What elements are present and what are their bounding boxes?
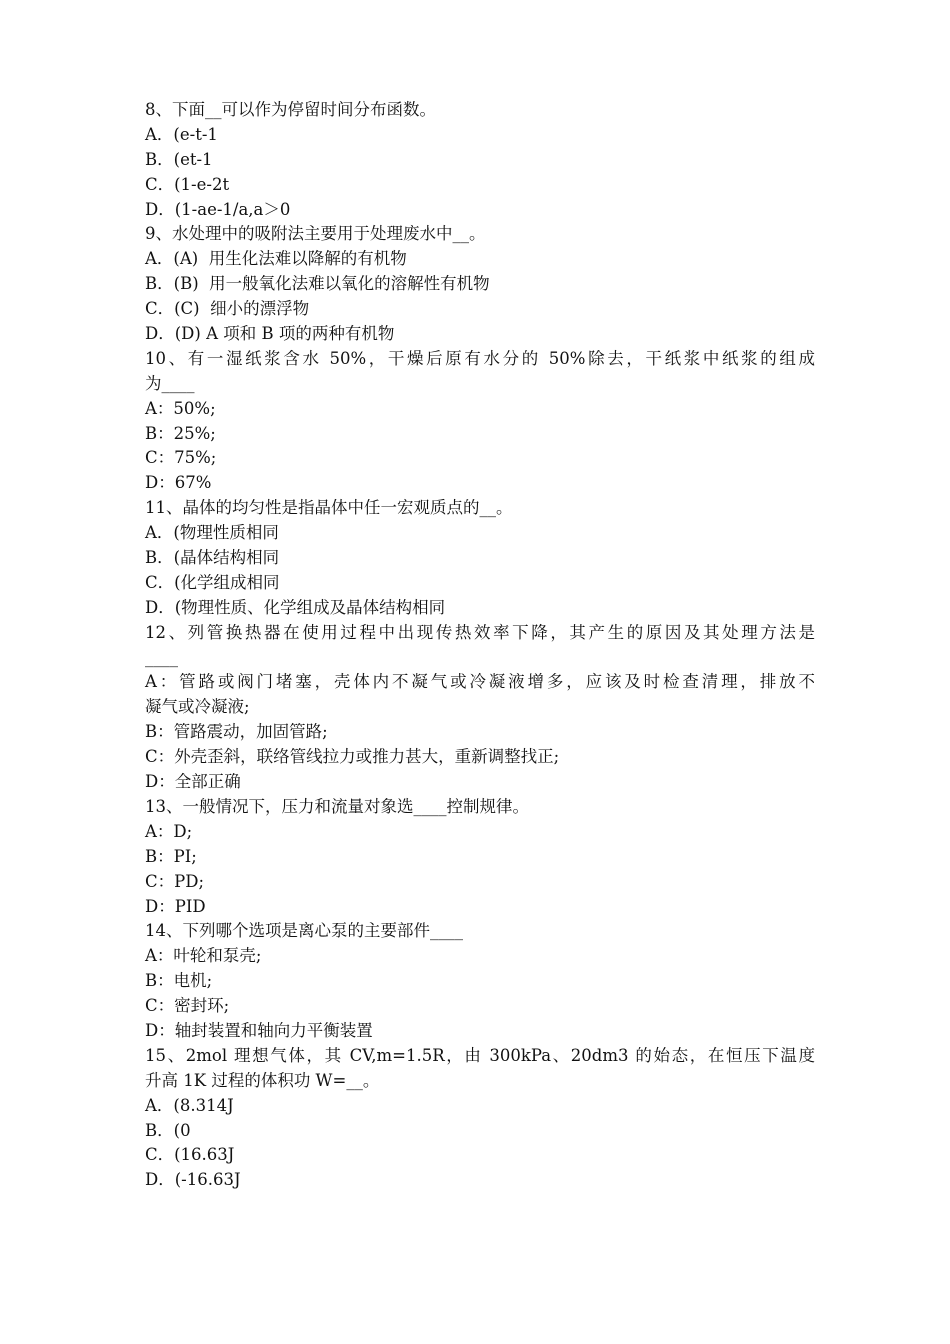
text-line: C：外壳歪斜，联络管线拉力或推力甚大，重新调整找正; [145, 747, 560, 767]
text-line: D．(1-ae-1/a,a＞0 [145, 199, 291, 219]
text-line: B．(B) 用一般氧化法难以氧化的溶解性有机物 [145, 274, 490, 294]
text-line: D：PID [145, 896, 206, 916]
text-line: D．(物理性质、化学组成及晶体结构相同 [145, 597, 446, 617]
text-line: A．(A) 用生化法难以降解的有机物 [145, 249, 407, 269]
text-line: C．(化学组成相同 [145, 572, 280, 592]
text-line: 凝气或冷凝液; [145, 697, 250, 717]
text-line: A．(物理性质相同 [145, 523, 279, 543]
text-line: 10、有一湿纸浆含水 50%，干燥后原有水分的 50%除去，干纸浆中纸浆的组成 [145, 348, 815, 368]
text-line: B：PI; [145, 846, 197, 866]
text-line: C：密封环; [145, 996, 230, 1016]
text-line: B：管路震动，加固管路; [145, 722, 328, 742]
text-line: C：PD; [145, 871, 205, 891]
text-line: B：25%; [145, 423, 216, 443]
text-line: A：50%; [145, 398, 216, 418]
text-line: A．(e-t-1 [145, 124, 218, 144]
text-line: A．(8.314J [145, 1095, 234, 1115]
text-line: 升高 1K 过程的体积功 W=__。 [145, 1070, 380, 1090]
text-line: B：电机; [145, 971, 213, 991]
text-line: ____ [145, 647, 178, 667]
text-line: 13、一般情况下，压力和流量对象选____控制规律。 [145, 796, 529, 816]
text-line: D．(-16.63J [145, 1170, 241, 1190]
text-line: C．(16.63J [145, 1145, 235, 1165]
text-line: D．(D) A 项和 B 项的两种有机物 [145, 324, 395, 344]
text-line: B．(0 [145, 1120, 191, 1140]
text-line: D：全部正确 [145, 772, 241, 792]
text-line: C．(1-e-2t [145, 174, 230, 194]
document-body [145, 98, 815, 1193]
text-line: A：D; [145, 821, 193, 841]
text-line: 12、列管换热器在使用过程中出现传热效率下降，其产生的原因及其处理方法是 [145, 622, 815, 642]
text-line: 9、水处理中的吸附法主要用于处理废水中__。 [145, 224, 486, 244]
text-line: B．(et-1 [145, 149, 213, 169]
text-line: C：75%; [145, 448, 217, 468]
text-line: 15、2mol 理想气体，其 CV,m=1.5R，由 300kPa、20dm3 的始态，在恒压下温度 [145, 1045, 815, 1065]
text-line: 为____ [145, 373, 195, 393]
text-line: 14、下列哪个选项是离心泵的主要部件____ [145, 921, 463, 941]
text-line: 11、晶体的均匀性是指晶体中任一宏观质点的__。 [145, 498, 513, 518]
text-line: C．(C) 细小的漂浮物 [145, 299, 310, 319]
text-line: D：轴封装置和轴向力平衡装置 [145, 1020, 373, 1040]
text-line: B．(晶体结构相同 [145, 548, 280, 568]
text-line: A：叶轮和泵壳; [145, 946, 262, 966]
text-line: A：管路或阀门堵塞，壳体内不凝气或冷凝液增多，应该及时检查清理，排放不 [145, 672, 815, 692]
text-line: D：67% [145, 473, 212, 493]
text-line: 8、下面__可以作为停留时间分布函数。 [145, 100, 436, 119]
